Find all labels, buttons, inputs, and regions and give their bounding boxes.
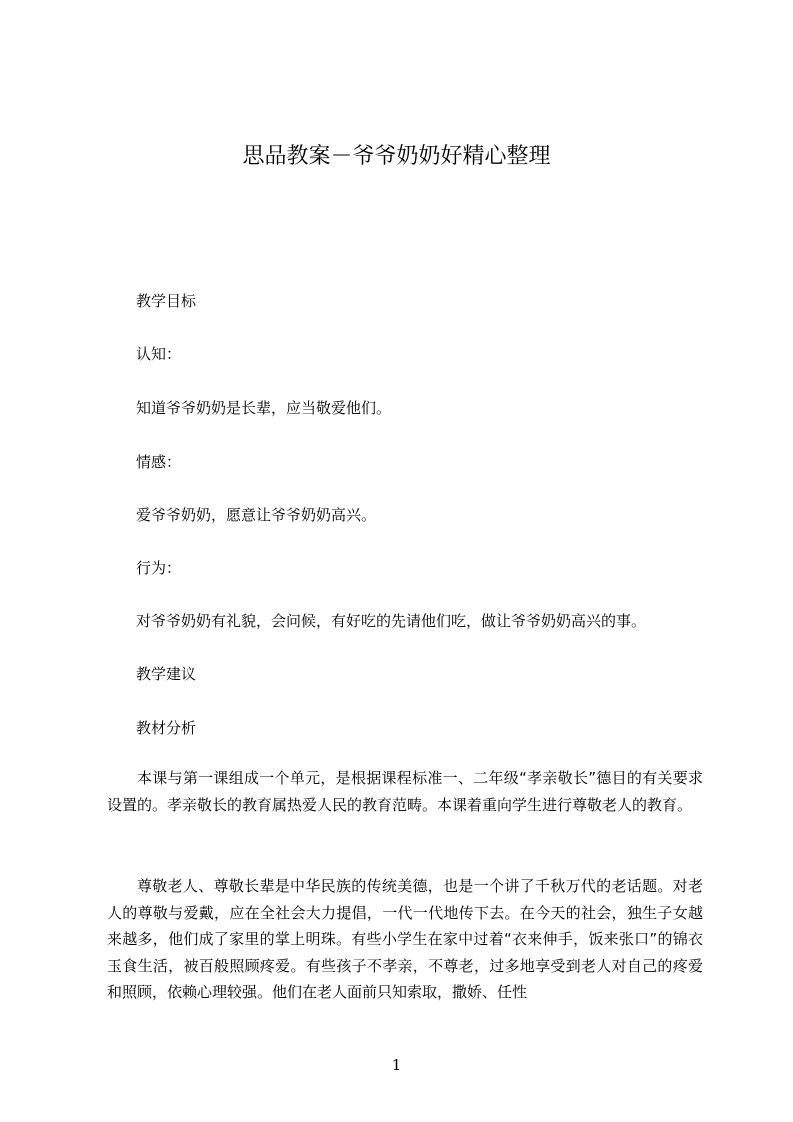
label-behavior: 行为： (136, 559, 182, 577)
label-cognition: 认知： (136, 345, 182, 363)
label-emotion: 情感： (136, 453, 182, 471)
paragraph-respect-elders: 尊敬老人、尊敬长辈是中华民族的传统美德，也是一个讲了千秋万代的老话题。对老人的尊敬与爱戴，应在全社会大力提倡，一代一代地传下去。在今天的社会，独生子女越来越多，他们成了家里的掌上明珠。有些小学生在家中过着“衣来伸手，饭来张口”的锦衣玉食生活，被百般照顾疼爱。有些孩子不孝亲，不尊老，过多地享受到老人对自己的疼爱和照顾，依赖心理较强。他们在老人面前只知索取，撒娇、任性 (107, 877, 703, 1001)
heading-material-analysis: 教材分析 (136, 719, 197, 737)
paragraph-unit-intro: 本课与第一课组成一个单元，是根据课程标准一、二年级“孝亲敬长”德目的有关要求设置的。孝亲敬长的教育属热爱人民的教育范畴。本课着重向学生进行尊敬老人的教育。 (107, 769, 703, 814)
text-cognition: 知道爷爷奶奶是长辈，应当敬爱他们。 (136, 399, 392, 417)
text-behavior: 对爷爷奶奶有礼貌，会问候，有好吃的先请他们吃，做让爷爷奶奶高兴的事。 (136, 612, 647, 630)
heading-teaching-goals: 教学目标 (136, 292, 197, 310)
text-emotion: 爱爷爷奶奶，愿意让爷爷奶奶高兴。 (136, 506, 377, 524)
document-title: 思品教案－爷爷奶奶好精心整理 (242, 144, 551, 169)
heading-teaching-suggestions: 教学建议 (136, 665, 197, 683)
page-number: 1 (391, 1056, 402, 1074)
